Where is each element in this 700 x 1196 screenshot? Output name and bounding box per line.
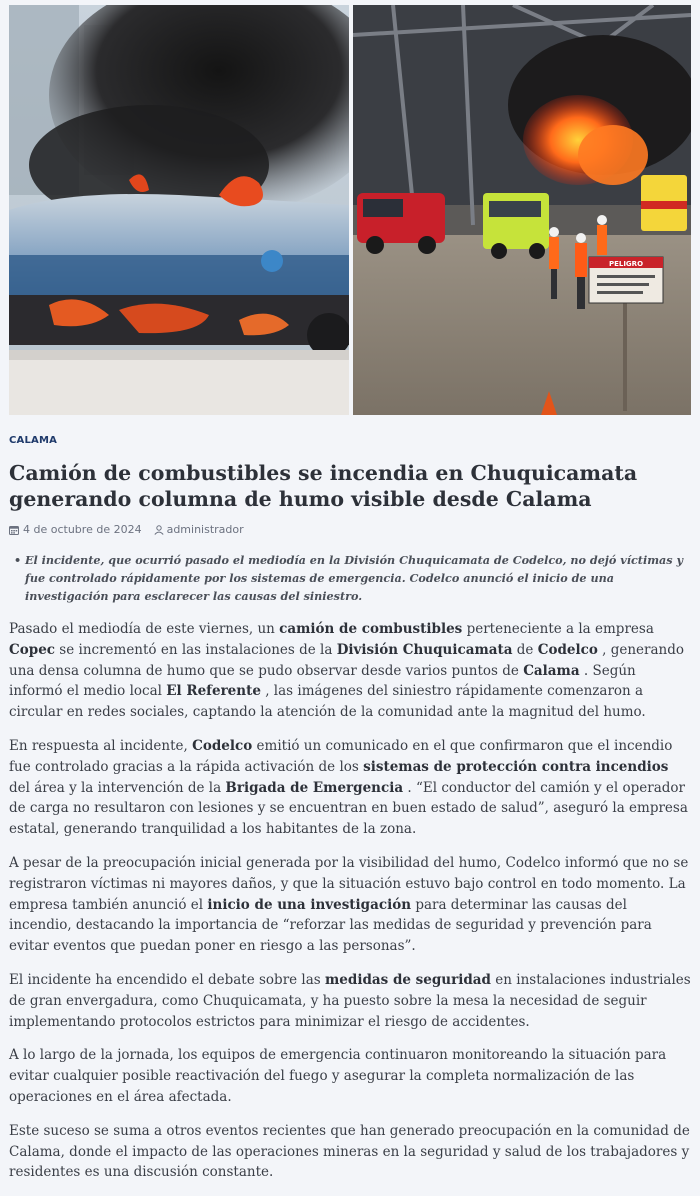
- article-author[interactable]: administrador: [166, 523, 244, 536]
- bold-text: Calama: [523, 662, 580, 679]
- sign-label: PELIGRO: [608, 260, 644, 268]
- text-run: emitió un comunicado en el que confirmaron que el incendio fue controlado gracias a la rápida activación de los: [9, 737, 673, 775]
- article-date: 4 de octubre de 2024: [23, 523, 142, 536]
- article-lead: [14, 551, 686, 605]
- text-run: Este suceso se suma a otros eventos recientes que han generado preocupación en la comunidad de Calama, donde el impacto de las operaciones mineras en la seguridad y salud de los trabajadores y residentes es una discusión constante.: [9, 1122, 690, 1181]
- article-body: [9, 619, 692, 1196]
- article-paragraph: [9, 619, 692, 723]
- lead-summary: • El incidente, que ocurrió pasado el mediodía en la División Chuquicamata de Codelco, no dejó víctimas y fue controlado rápidamente por los sistemas de emergencia. Codelco anunció el inicio de una investigación para esclarecer las causas del siniestro.: [14, 551, 686, 605]
- article-paragraph: [9, 736, 692, 840]
- fire-truck-photo: [9, 5, 349, 415]
- bold-text: inicio de una investigación: [207, 896, 412, 913]
- text-run: en instalaciones industriales de gran envergadura, como Chuquicamata, y ha puesto sobre la mesa la necesidad de seguir implementando protocolos estrictos para minimizar el riesgo de accidentes.: [9, 971, 691, 1030]
- article-paragraph: [9, 1045, 692, 1107]
- text-run: de: [512, 641, 538, 658]
- text-run: A pesar de la preocupación inicial generada por la visibilidad del humo, Codelco informó que no se registraron víctimas ni mayores daños, y que la situación estuvo bajo control en todo momento. La empresa también anunció el: [9, 854, 689, 913]
- text-run: . Según informó el medio local: [9, 662, 636, 700]
- bold-text: Copec: [9, 641, 55, 658]
- bold-text: camión de combustibles: [279, 621, 463, 637]
- calendar-icon: [9, 525, 19, 535]
- text-run: A lo largo de la jornada, los equipos de emergencia continuaron monitoreando la situación para evitar cualquier posible reactivación del fuego y asegurar la completa normalización de las operaciones en el área afectada.: [9, 1047, 667, 1105]
- text-run: . “El conductor del camión y el operador de carga no resultaron con lesiones y se encuentran en buen estado de salud”, aseguró la empresa estatal, generando tranquilidad a los habitantes de la zona.: [9, 779, 688, 838]
- text-run: En respuesta al incidente,: [9, 737, 193, 754]
- text-run: El incidente ha encendido el debate sobre las: [9, 971, 326, 988]
- hero-images: [9, 5, 691, 415]
- bold-text: Brigada de Emergencia: [225, 779, 404, 796]
- bold-text: sistemas de protección contra incendios: [363, 758, 669, 775]
- bold-text: Codelco: [192, 737, 253, 754]
- category-link[interactable]: CALAMA: [9, 435, 58, 446]
- bold-text: Codelco: [537, 641, 598, 658]
- user-icon: [154, 525, 164, 535]
- text-run: se incrementó en las instalaciones de la: [55, 641, 337, 658]
- mine-fire-scene-photo: [353, 5, 691, 415]
- article-paragraph: [9, 970, 692, 1032]
- article-title: Camión de combustibles se incendia en Chuquicamata generando columna de humo visible desde Calama: [9, 461, 638, 511]
- bold-text: medidas de seguridad: [325, 971, 491, 988]
- text-run: Pasado el mediodía de este viernes, un: [9, 621, 280, 637]
- text-run: , generando una densa columna de humo que se pudo observar desde varios puntos de: [9, 641, 684, 679]
- bold-text: División Chuquicamata: [336, 641, 513, 658]
- article-paragraph: [9, 853, 692, 957]
- text-run: , las imágenes del siniestro rápidamente comenzaron a circular en redes sociales, captando la atención de la comunidad ante la magnitud del humo.: [9, 683, 646, 721]
- bold-text: El Referente: [166, 683, 261, 700]
- text-run: perteneciente a la empresa: [462, 621, 654, 637]
- article-meta: [9, 523, 244, 536]
- author-meta: [154, 523, 244, 536]
- text-run: del área y la intervención de la: [9, 779, 226, 796]
- article-paragraph: [9, 1121, 692, 1183]
- text-run: para determinar las causas del incendio, destacando la importancia de “reforzar las medidas de seguridad y prevención para evitar eventos que puedan poner en riesgo a las personas”.: [9, 896, 652, 955]
